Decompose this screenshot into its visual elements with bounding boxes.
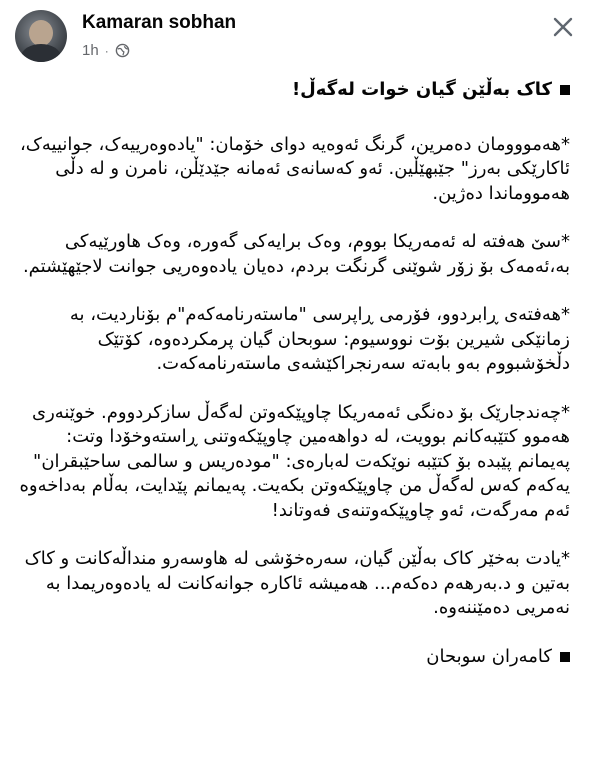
avatar[interactable] (15, 10, 67, 62)
close-icon[interactable] (550, 14, 576, 40)
author-name[interactable]: Kamaran sobhan (82, 12, 237, 33)
paragraph-2: *سێ هەفتە لە ئەمەریکا بووم، وەک برایەکی گەورە، وەک هاورێیەکی بە،ئەمەک بۆ زۆر شوێنی گرنگت بردم، دەیان یادەوەریی جوانت لاجێهێشتم. (22, 231, 570, 277)
square-bullet-icon (560, 652, 570, 662)
post-heading (18, 78, 570, 103)
paragraph-3: *هەفتەی ڕابردوو، فۆرمی ڕاپرسی "ماستەرنامەکەم"م بۆناردیت، بە زمانێکی شیرین بۆت نووسیوم: سوبحان گیان پرمکردەوە، کۆتێک دڵخۆشبووم بەو بابەتە سەرنجراکێشەی ماستەرنامەکەت. (69, 304, 570, 374)
post-meta (82, 42, 130, 59)
paragraph-1: *هەمووومان دەمرین، گرنگ ئەوەیە دوای خۆمان: "یادەوەرییەک، جوانییەک، ئاکارێکی بەرز" جێبهێڵین. ئەو کەسانەی ئەمانە جێدێڵن، نامرن و لە دڵی هەمووماندا دەژین. (19, 133, 570, 204)
heading-text: کاک بەڵێن گیان خوات لەگەڵ! (291, 79, 552, 100)
avatar-face (29, 20, 53, 46)
paragraph-4: *چەندجارێک بۆ دەنگی ئەمەریکا چاوپێکەوتن لەگەڵ سازکردووم. خوێنەری هەموو کتێبەکانم بوویت، لە دواهەمین چاوپێکەوتنی ڕاستەوخۆدا وتت: پەیمانم پێبدە بۆ کتێبە نوێکەت لەبارەی: "مودەریس و سالمی ساحێبقران" یەکەم کەس لەگەڵ من چاوپێکەوتن بکەیت. پەیمانم پێدایت، بەڵام بەداخەوە ئەم مەرگەت، ئەو چاوپێکەوتنەی فەوتاند! (19, 401, 570, 521)
post-time[interactable]: 1h (82, 42, 99, 59)
signature-text: کامەران سوبحان (426, 645, 552, 667)
post-header (0, 0, 590, 70)
paragraph-5: *یادت بەخێر کاک بەڵێن گیان، سەرەخۆشی لە هاوسەرو منداڵەکانت و کاک بەتین و د.بەرهەم دەکەم... هەمیشە ئاکارە جوانەکانت لە یادەوەریمدا بە نەمریی دەمێننەوە. (24, 548, 570, 618)
meta-separator: · (104, 43, 109, 58)
signature (18, 645, 570, 670)
avatar-shoulders (21, 44, 61, 62)
square-bullet-icon (560, 85, 570, 95)
post-body (18, 78, 570, 693)
globe-icon[interactable] (115, 43, 130, 58)
